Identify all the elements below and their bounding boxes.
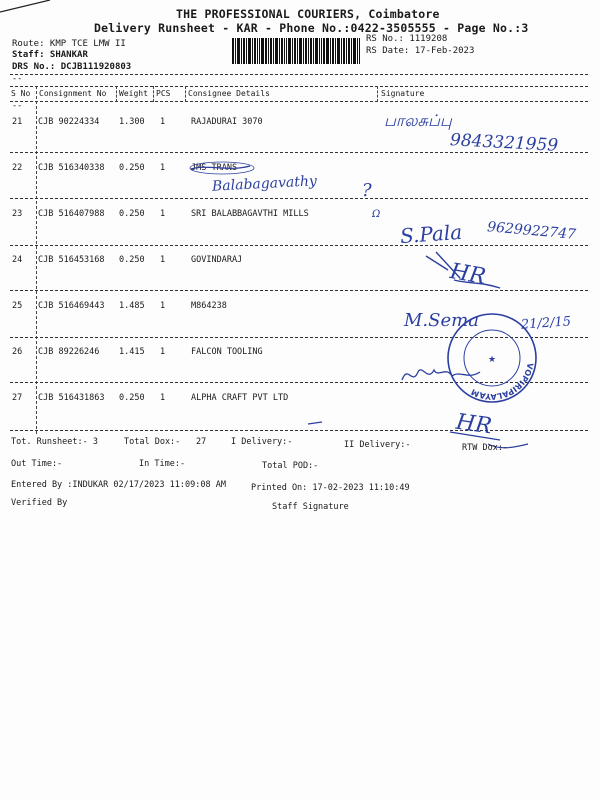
total-dox-label: Total Dox:-: [124, 437, 181, 447]
row-divider: [10, 198, 588, 199]
i-delivery: I Delivery:-: [231, 437, 293, 447]
row-pcs: 1: [160, 301, 166, 311]
row-weight: 0.250: [119, 393, 145, 403]
row-consignee: M864238: [191, 301, 227, 311]
rs-number: RS No.: 1119208: [366, 34, 448, 44]
row-consignee: FALCON TOOLING: [191, 347, 263, 357]
col-header-consignee: Consignee Details: [188, 89, 270, 98]
total-pod: Total POD:-: [262, 461, 319, 471]
scan-corner-mark: [0, 0, 60, 20]
row-consignee: RAJADURAI 3070: [191, 117, 263, 127]
row-weight: 1.485: [119, 301, 145, 311]
row-pcs: 1: [160, 163, 166, 173]
signature-scribble: [420, 248, 510, 298]
row-sno: 24: [12, 255, 23, 265]
svg-text:★: ★: [487, 355, 497, 365]
row-consignment: CJB 516340338: [38, 163, 105, 173]
row-sno: 27: [12, 393, 23, 403]
entered-by: Entered By :INDUKAR 02/17/2023 11:09:08 AM: [11, 480, 226, 490]
col-header-signature: Signature: [381, 89, 425, 98]
handwritten-phone: 9629922747: [486, 219, 577, 243]
verified-by: Verified By: [11, 498, 68, 508]
handwritten-signature: HR: [448, 259, 488, 290]
row-consignment: CJB 90224334: [38, 117, 100, 127]
row-pcs: 1: [160, 255, 166, 265]
row-divider: [10, 245, 588, 246]
document-subtitle: Delivery Runsheet - KAR - Phone No.:0422-3505555 - Page No.:3: [94, 21, 529, 35]
rule-top: [10, 74, 588, 75]
handwritten-mark: ?: [362, 180, 372, 201]
rule-marker-2: --: [12, 101, 23, 111]
rule-header-bottom: [10, 101, 588, 102]
strike-through-mark: [188, 160, 268, 176]
col-header-consignment: Consignment No: [39, 89, 107, 98]
row-sno: 21: [12, 117, 23, 127]
handwritten-signature: HR: [454, 409, 494, 440]
document-title: THE PROFESSIONAL COURIERS, Coimbatore: [176, 7, 440, 21]
row-weight: 0.250: [119, 255, 145, 265]
row-sno: 22: [12, 163, 23, 173]
out-time: Out Time:-: [11, 459, 63, 469]
barcode-image: [232, 38, 360, 64]
row-consignment: CJB 516453168: [38, 255, 105, 265]
handwritten-mark: Ω: [372, 209, 381, 220]
row-consignment: CJB 516431863: [38, 393, 105, 403]
col-divider: [153, 86, 154, 102]
row-consignee: JMS TRANS: [191, 163, 238, 173]
row-pcs: 1: [160, 209, 166, 219]
total-dox-value: 27: [196, 437, 207, 447]
drs-label: DRS No.: DCJB111920803: [12, 62, 132, 72]
row-pcs: 1: [160, 393, 166, 403]
staff-signature-label: Staff Signature: [272, 502, 349, 512]
row-sno: 23: [12, 209, 23, 219]
col-header-sno: S No: [11, 89, 31, 98]
col-divider: [185, 86, 186, 102]
row-consignment: CJB 516469443: [38, 301, 105, 311]
svg-text:VOPIRIPALAYAM: VOPIRIPALAYAM: [469, 362, 535, 402]
col-header-pcs: PCS: [156, 89, 171, 98]
tot-runsheet: Tot. Runsheet:- 3: [11, 437, 98, 447]
row-consignee: SRI BALABBAGAVTHI MILLS: [191, 209, 309, 219]
row-consignment: CJB 516407988: [38, 209, 105, 219]
handwritten-name: Balabagavathy: [211, 173, 318, 195]
col-divider: [377, 86, 378, 102]
row-consignee: ALPHA CRAFT PVT LTD: [191, 393, 289, 403]
row-consignment: CJB 89226246: [38, 347, 100, 357]
rs-date: RS Date: 17-Feb-2023: [366, 46, 475, 56]
row-pcs: 1: [160, 117, 166, 127]
handwritten-phone: 9843321959: [449, 130, 559, 156]
col-divider: [116, 86, 117, 102]
company-stamp: [442, 308, 542, 408]
handwritten-name: பாலசுப்பு: [384, 111, 452, 130]
row-weight: 0.250: [119, 209, 145, 219]
rule-marker: --: [12, 74, 23, 84]
handwritten-signature: M.Sema: [404, 310, 479, 331]
route-label: Route: KMP TCE LMW II: [12, 39, 126, 49]
row-consignee: GOVINDARAJ: [191, 255, 243, 265]
row-weight: 0.250: [119, 163, 145, 173]
ii-delivery: II Delivery:-: [344, 440, 411, 450]
row-weight: 1.300: [119, 117, 145, 127]
col-header-weight: Weight: [119, 89, 148, 98]
row-weight: 1.415: [119, 347, 145, 357]
staff-label: Staff: SHANKAR: [12, 50, 88, 60]
rule-header-top: [10, 86, 588, 87]
in-time: In Time:-: [139, 459, 186, 469]
row-sno: 26: [12, 347, 23, 357]
signature-scribble: [398, 360, 508, 390]
handwritten-date: 21/2/15: [520, 314, 572, 333]
rtw-dox: RTW Dox:-: [462, 443, 509, 453]
printed-on: Printed On: 17-02-2023 11:10:49: [251, 483, 410, 493]
handwritten-signature: S.Pala: [399, 219, 463, 249]
row-pcs: 1: [160, 347, 166, 357]
row-sno: 25: [12, 301, 23, 311]
